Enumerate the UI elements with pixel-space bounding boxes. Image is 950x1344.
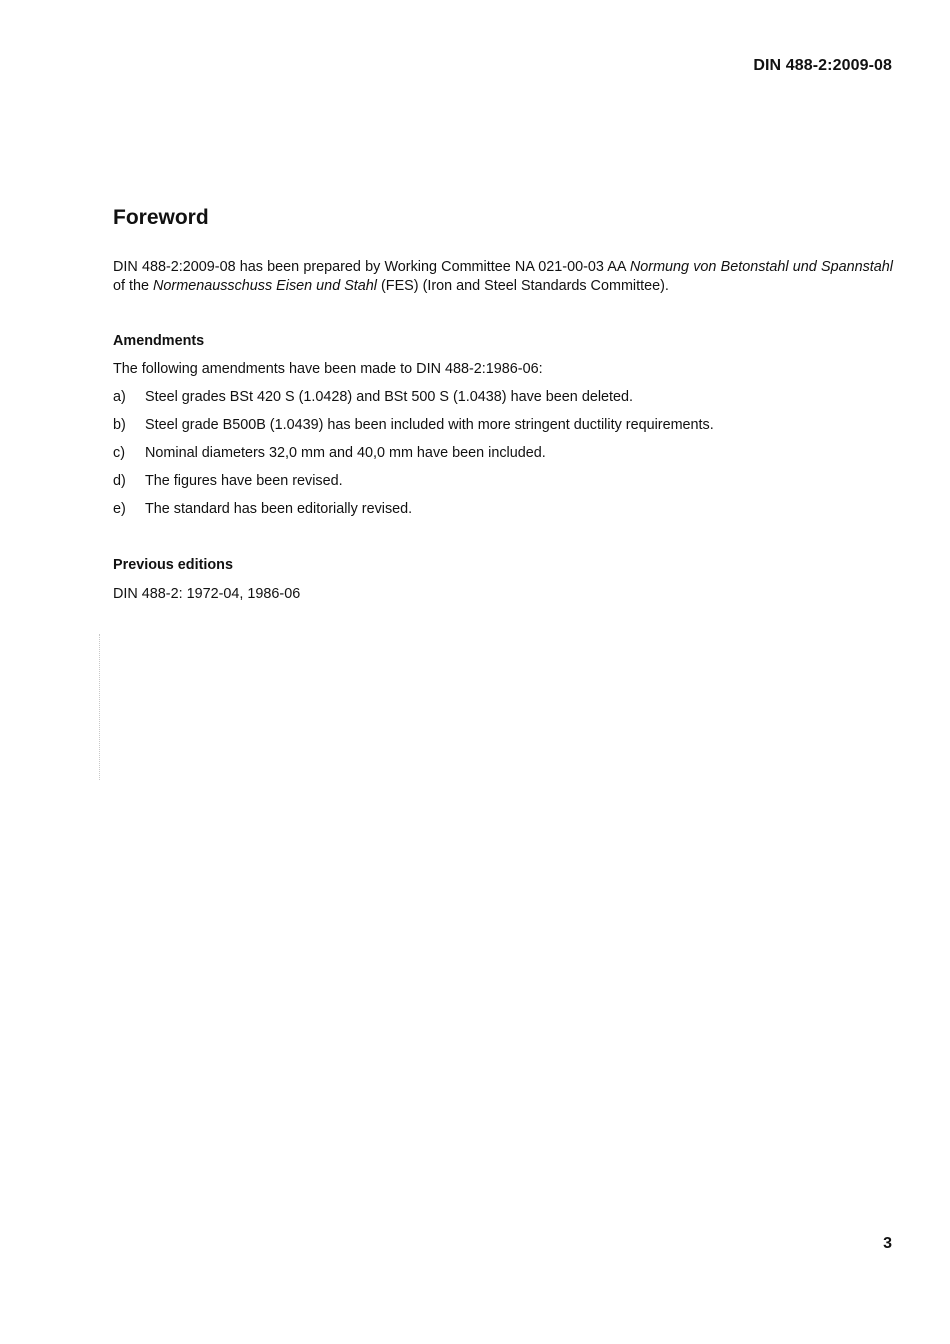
list-marker: c) <box>113 445 125 461</box>
list-item-text: Steel grade B500B (1.0439) has been included with more stringent ductility requirements. <box>145 417 714 433</box>
amendments-heading: Amendments <box>113 333 205 349</box>
foreword-text-1: DIN 488-2:2009-08 has been prepared by Working Committee NA 021-00-03 AA <box>113 259 630 275</box>
standards-body-name: Normenausschuss Eisen und Stahl <box>153 277 377 294</box>
amendment-item-b <box>113 417 714 433</box>
foreword-text-2: of the <box>113 277 154 294</box>
foreword-text-3: (FES) (Iron and Steel Standards Committee). <box>377 277 669 294</box>
list-item-text: Nominal diameters 32,0 mm and 40,0 mm have been included. <box>145 445 546 461</box>
foreword-paragraph <box>113 258 893 295</box>
amendments-intro: The following amendments have been made to DIN 488-2:1986-06: <box>113 361 543 377</box>
amendment-item-a <box>113 389 633 405</box>
list-marker: b) <box>113 417 126 433</box>
list-marker: d) <box>113 473 126 489</box>
list-item-text: The standard has been editorially revised. <box>145 501 413 517</box>
committee-name: Normung von Betonstahl und Spannstahl <box>629 259 893 275</box>
page-number: 3 <box>883 1235 892 1252</box>
document-id: DIN 488-2:2009-08 <box>753 57 892 74</box>
previous-editions-heading: Previous editions <box>113 557 233 573</box>
amendment-item-e <box>113 501 412 517</box>
amendment-item-d <box>113 473 343 489</box>
margin-dotted-line <box>99 634 100 780</box>
list-marker: a) <box>113 389 126 405</box>
foreword-heading: Foreword <box>113 206 209 229</box>
list-item-text: Steel grades BSt 420 S (1.0428) and BSt 500 S (1.0438) have been deleted. <box>145 389 634 405</box>
list-marker: e) <box>113 501 126 517</box>
list-item-text: The figures have been revised. <box>145 473 343 489</box>
amendment-item-c <box>113 445 546 461</box>
previous-editions-text: DIN 488-2: 1972-04, 1986-06 <box>113 586 301 602</box>
